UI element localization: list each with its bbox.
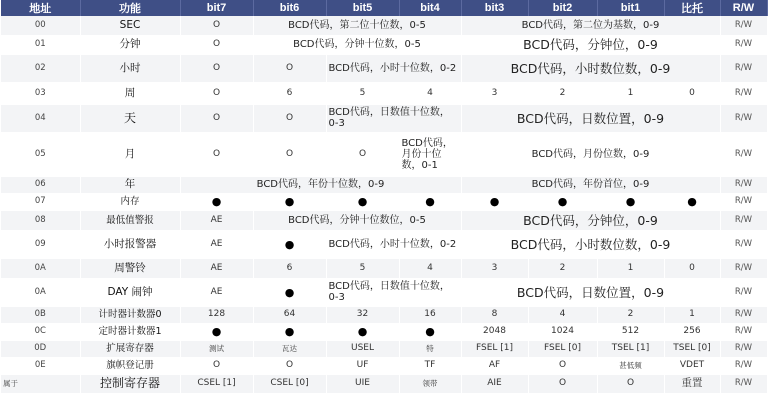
cell-bit: O [180, 16, 253, 35]
cell-bit: 特 [399, 340, 461, 357]
cell-bit: 16 [399, 306, 461, 323]
cell-span: BCD代码，分钟位，0-9 [461, 35, 720, 54]
cell-bit: 1 [664, 306, 720, 323]
cell-rw: R/W [720, 210, 767, 230]
cell-rw: R/W [720, 35, 767, 54]
cell-bit: ● [597, 193, 664, 210]
cell-bit: 领带 [399, 374, 461, 393]
cell-bit: O [253, 104, 326, 132]
table-row [1, 357, 767, 374]
header-bit6: bit6 [253, 0, 326, 16]
cell-bit: AF [461, 357, 528, 374]
cell-span: BCD代码，小时十位数，0-2 [326, 54, 461, 82]
cell-bit: VDET [664, 357, 720, 374]
cell-span: BCD代码，第二位为基数，0-9 [461, 16, 720, 35]
cell-span: BCD代码，年份首位，0-9 [461, 176, 720, 193]
cell-bit: O [180, 35, 253, 54]
cell-bit: 测试 [180, 340, 253, 357]
cell-bit: 4 [528, 306, 597, 323]
cell-bit: 1024 [528, 323, 597, 340]
cell-bit: O [253, 54, 326, 82]
cell-addr: 0D [1, 340, 80, 357]
cell-bit: AE [180, 210, 253, 230]
cell-addr: 07 [1, 193, 80, 210]
cell-bit: 2 [528, 258, 597, 278]
cell-bit: 3 [461, 258, 528, 278]
cell-rw: R/W [720, 104, 767, 132]
cell-rw: R/W [720, 176, 767, 193]
cell-bit: O [528, 374, 597, 393]
cell-bit: 6 [253, 82, 326, 104]
cell-bit: TSEL [1] [597, 340, 664, 357]
cell-bit: 重置 [664, 374, 720, 393]
header-row [1, 0, 767, 16]
cell-bit: FSEL [0] [528, 340, 597, 357]
cell-bit: O [180, 357, 253, 374]
cell-span: BCD代码，日数值十位数，0-3 [326, 278, 461, 306]
cell-span: BCD代码，分钟十位数，0-5 [253, 35, 461, 54]
cell-bit: USEL [326, 340, 399, 357]
header-func: 功能 [80, 0, 180, 16]
header-rw: R/W [720, 0, 767, 16]
cell-bit: 32 [326, 306, 399, 323]
cell-bit: O [597, 374, 664, 393]
cell-addr: 05 [1, 132, 80, 176]
table-row [1, 374, 767, 393]
cell-bit: ● [180, 193, 253, 210]
cell-bit: ● [253, 278, 326, 306]
cell-bit: O [528, 357, 597, 374]
header-bit5: bit5 [326, 0, 399, 16]
cell-rw: R/W [720, 340, 767, 357]
cell-bit: AIE [461, 374, 528, 393]
cell-func: 年 [80, 176, 180, 193]
table-row [1, 306, 767, 323]
table-row [1, 54, 767, 82]
cell-func: 小时 [80, 54, 180, 82]
cell-bit: ● [399, 193, 461, 210]
cell-bit: UF [326, 357, 399, 374]
cell-rw: R/W [720, 306, 767, 323]
cell-addr: 04 [1, 104, 80, 132]
cell-bit: 256 [664, 323, 720, 340]
cell-bit: 4 [399, 258, 461, 278]
cell-span: BCD代码，日数值十位数，0-3 [326, 104, 461, 132]
cell-bit: 4 [399, 82, 461, 104]
cell-addr: 08 [1, 210, 80, 230]
cell-rw: R/W [720, 323, 767, 340]
cell-func: 控制寄存器 [80, 374, 180, 393]
cell-bit: O [180, 54, 253, 82]
cell-span: BCD代码，日数位置，0-9 [461, 104, 720, 132]
cell-rw: R/W [720, 230, 767, 258]
cell-span: BCD代码，分钟十位数位，0-5 [253, 210, 461, 230]
cell-func: 旗帜登记册 [80, 357, 180, 374]
table-row [1, 104, 767, 132]
table-row [1, 176, 767, 193]
cell-bit: AE [180, 278, 253, 306]
cell-func: 天 [80, 104, 180, 132]
cell-bit: 2 [597, 306, 664, 323]
cell-bit: O [180, 132, 253, 176]
cell-bit: O [253, 132, 326, 176]
cell-addr: 0B [1, 306, 80, 323]
cell-bit: 瓦达 [253, 340, 326, 357]
cell-bit: ● [253, 323, 326, 340]
cell-bit: ● [253, 193, 326, 210]
table-row [1, 132, 767, 176]
cell-bit: CSEL [0] [253, 374, 326, 393]
table-row [1, 82, 767, 104]
cell-addr: 属于 [1, 374, 80, 393]
table-row [1, 230, 767, 258]
cell-span: BCD代码，小时十位数，0-2 [326, 230, 461, 258]
cell-bit: AE [180, 258, 253, 278]
table-row [1, 193, 767, 210]
cell-rw: R/W [720, 374, 767, 393]
cell-bit: ● [326, 193, 399, 210]
cell-bit: ● [253, 230, 326, 258]
cell-rw: R/W [720, 278, 767, 306]
cell-func: 周 [80, 82, 180, 104]
cell-bit: UIE [326, 374, 399, 393]
cell-bit: 3 [461, 82, 528, 104]
cell-span: BCD代码，分钟位，0-9 [461, 210, 720, 230]
cell-bit: TSEL [0] [664, 340, 720, 357]
cell-addr: 01 [1, 35, 80, 54]
cell-span: BCD代码，年份十位数，0-9 [180, 176, 461, 193]
cell-bit: 5 [326, 258, 399, 278]
cell-addr: 0E [1, 357, 80, 374]
cell-bit: FSEL [1] [461, 340, 528, 357]
cell-func: 周警铃 [80, 258, 180, 278]
cell-rw: R/W [720, 54, 767, 82]
cell-rw: R/W [720, 193, 767, 210]
cell-bit: 0 [664, 258, 720, 278]
cell-addr: 02 [1, 54, 80, 82]
cell-bit: ● [461, 193, 528, 210]
cell-bit: O [326, 132, 399, 176]
cell-bit: O [180, 82, 253, 104]
cell-span: BCD代码，第二位十位数，0-5 [253, 16, 461, 35]
header-addr: 地址 [1, 0, 80, 16]
table-row [1, 323, 767, 340]
cell-bit: ● [528, 193, 597, 210]
cell-bit: 512 [597, 323, 664, 340]
cell-bit: ● [399, 323, 461, 340]
header-bit1: bit1 [597, 0, 664, 16]
table-row [1, 258, 767, 278]
cell-bit: 6 [253, 258, 326, 278]
cell-bit: 1 [597, 258, 664, 278]
cell-span: BCD代码，月份十位数，0-1 [399, 132, 461, 176]
cell-func: DAY 闹钟 [80, 278, 180, 306]
cell-addr: 03 [1, 82, 80, 104]
cell-addr: 0A [1, 258, 80, 278]
cell-func: 小时报警器 [80, 230, 180, 258]
table-row [1, 278, 767, 306]
cell-span: BCD代码，小时数位数，0-9 [461, 54, 720, 82]
cell-addr: 00 [1, 16, 80, 35]
cell-addr: 09 [1, 230, 80, 258]
cell-func: 分钟 [80, 35, 180, 54]
cell-func: 月 [80, 132, 180, 176]
cell-rw: R/W [720, 357, 767, 374]
cell-func: SEC [80, 16, 180, 35]
table-row [1, 35, 767, 54]
cell-rw: R/W [720, 16, 767, 35]
cell-func: 扩展寄存器 [80, 340, 180, 357]
cell-bit: O [180, 104, 253, 132]
cell-bit: 8 [461, 306, 528, 323]
header-bit3: bit3 [461, 0, 528, 16]
cell-span: BCD代码，月份位数，0-9 [461, 132, 720, 176]
table-row [1, 340, 767, 357]
cell-bit: CSEL [1] [180, 374, 253, 393]
cell-bit: 5 [326, 82, 399, 104]
cell-bit: 64 [253, 306, 326, 323]
cell-func: 最低值警报 [80, 210, 180, 230]
cell-bit: AE [180, 230, 253, 258]
cell-bit: ● [180, 323, 253, 340]
cell-addr: 06 [1, 176, 80, 193]
cell-rw: R/W [720, 82, 767, 104]
cell-bit: 2 [528, 82, 597, 104]
cell-bit: 128 [180, 306, 253, 323]
cell-bit: TF [399, 357, 461, 374]
cell-bit: 2048 [461, 323, 528, 340]
cell-rw: R/W [720, 258, 767, 278]
cell-func: 内存 [80, 193, 180, 210]
cell-rw: R/W [720, 132, 767, 176]
cell-bit: ● [664, 193, 720, 210]
register-table [1, 0, 768, 394]
header-bit4: bit4 [399, 0, 461, 16]
table-row [1, 210, 767, 230]
cell-func: 计时器计数器0 [80, 306, 180, 323]
cell-func: 定时器计数器1 [80, 323, 180, 340]
header-bit0: 比托 [664, 0, 720, 16]
header-bit7: bit7 [180, 0, 253, 16]
cell-bit: 0 [664, 82, 720, 104]
cell-bit: 1 [597, 82, 664, 104]
cell-bit: O [253, 357, 326, 374]
cell-bit: ● [326, 323, 399, 340]
header-bit2: bit2 [528, 0, 597, 16]
cell-addr: 0A [1, 278, 80, 306]
cell-span: BCD代码，日数位置，0-9 [461, 278, 720, 306]
cell-span: BCD代码，小时数位数，0-9 [461, 230, 720, 258]
table-row [1, 16, 767, 35]
cell-bit: 甚低频 [597, 357, 664, 374]
cell-addr: 0C [1, 323, 80, 340]
